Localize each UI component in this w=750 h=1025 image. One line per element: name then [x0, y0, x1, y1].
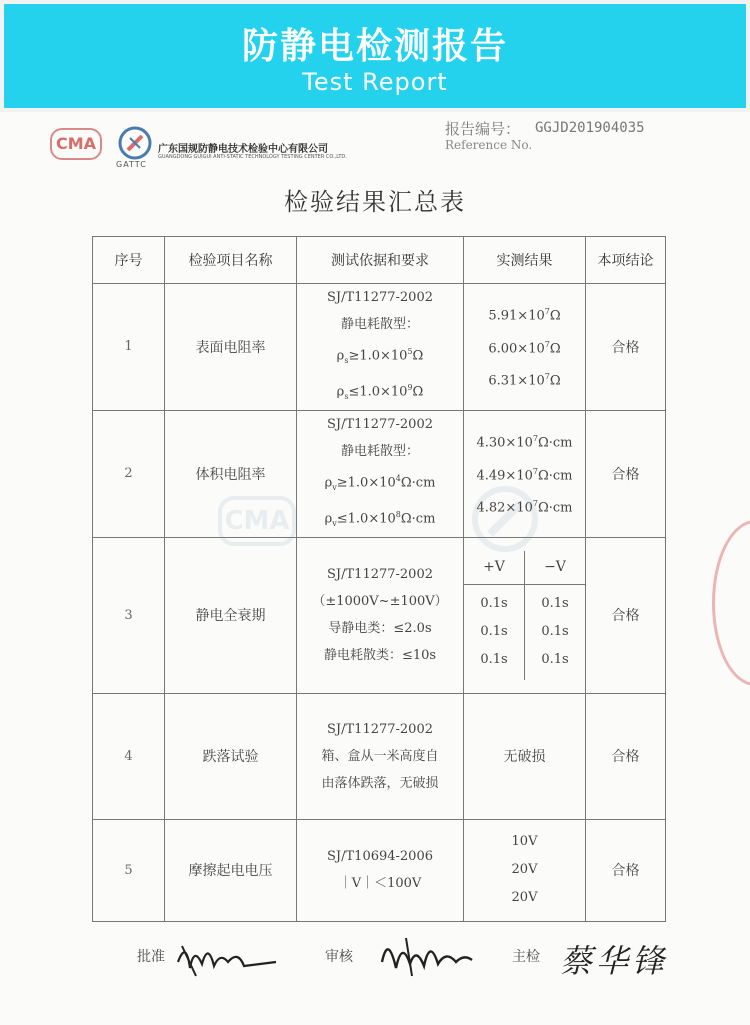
row-item-name: 跌落试验	[165, 693, 297, 819]
row-seq: 2	[93, 410, 165, 537]
table-row	[93, 693, 666, 819]
basis-line: $\rho_s\le 1.0\times 10^9\Omega$	[336, 382, 424, 401]
result-value: $4.49\times 10^7\Omega\cdot cm$	[476, 466, 573, 483]
row-basis	[297, 284, 464, 411]
review-signature	[376, 928, 476, 982]
row-basis	[297, 693, 464, 819]
cma-watermark: CMA	[218, 496, 296, 546]
basis-line: 由落体跌落，无破损	[321, 775, 439, 791]
positive-results	[464, 584, 525, 680]
row-conclusion: 合格	[586, 410, 666, 537]
table-row	[93, 410, 666, 537]
title-banner	[0, 0, 750, 112]
report-no-label: 报告编号：	[445, 120, 521, 138]
basis-line: $\rho_v\le 1.0\times 10^8\Omega\cdot cm$	[324, 509, 436, 528]
table-header-row	[93, 237, 666, 284]
org-name-en: GUANGDONG GUIGUI ANTI-STATIC TECHNOLOGY TESTING CENTER CO.,LTD.	[158, 154, 347, 160]
row-conclusion: 合格	[586, 537, 666, 693]
result-value: $4.30\times 10^7\Omega\cdot cm$	[476, 434, 573, 451]
basis-line: SJ/T11277-2002	[327, 416, 433, 432]
report-no-en: Reference No.	[445, 138, 533, 152]
result-value: 0.1s	[480, 652, 508, 668]
gattc-text: GATTC	[116, 160, 147, 169]
document-title: 检验结果汇总表	[284, 188, 466, 216]
positive-polarity-label: +V	[464, 551, 525, 585]
table-row	[93, 819, 666, 921]
result-value: 0.1s	[480, 596, 508, 612]
header-result: 实测结果	[464, 237, 586, 284]
basis-line: 静电耗散类：≤10s	[323, 648, 437, 664]
basis-line: $\rho_v\ge 1.0\times 10^4\Omega\cdot cm$	[324, 473, 436, 492]
basis-line: SJ/T11277-2002	[327, 721, 433, 737]
header-conclusion: 本项结论	[586, 237, 666, 284]
header-seq: 序号	[93, 237, 165, 284]
row-results	[464, 819, 586, 921]
negative-results	[525, 584, 586, 680]
table-row	[93, 537, 666, 693]
row-seq: 1	[93, 284, 165, 411]
header-basis: 测试依据和要求	[297, 237, 464, 284]
banner-subtitle: Test Report	[302, 68, 448, 96]
row-result: 无破损	[464, 693, 586, 819]
row-item-name: 表面电阻率	[165, 284, 297, 411]
row-results	[464, 284, 586, 411]
table-row	[93, 284, 666, 411]
result-value: 0.1s	[541, 624, 569, 640]
row-basis	[297, 410, 464, 537]
approve-signature	[172, 932, 282, 982]
row-seq: 5	[93, 819, 165, 921]
basis-line: 静电耗散型：	[340, 443, 419, 459]
approve-label: 批准	[137, 949, 165, 965]
result-value: 0.1s	[541, 596, 569, 612]
row-conclusion: 合格	[586, 819, 666, 921]
polarity-table	[464, 551, 585, 680]
result-value: 20V	[511, 862, 538, 878]
result-value: $6.31\times 10^7\Omega$	[488, 372, 561, 389]
row-conclusion: 合格	[586, 284, 666, 411]
banner-title: 防静电检测报告	[241, 26, 508, 67]
basis-line: 导静电类：≤2.0s	[328, 621, 432, 637]
inspector-signature: 蔡华锋	[560, 942, 669, 980]
row-basis	[297, 537, 464, 693]
gattc-logo-icon	[118, 126, 152, 160]
row-item-name: 静电全衰期	[165, 537, 297, 693]
results-table	[92, 236, 666, 922]
result-value: 20V	[511, 890, 538, 906]
cma-logo: CMA	[50, 128, 102, 160]
result-value: $6.00\times 10^7\Omega$	[488, 339, 561, 357]
negative-polarity-label: −V	[525, 551, 586, 585]
header-item-name: 检验项目名称	[165, 237, 297, 284]
basis-line: SJ/T11277-2002	[327, 290, 433, 305]
org-name-cn: 广东国规防静电技术检验中心有限公司	[158, 144, 328, 155]
result-value: 0.1s	[480, 624, 508, 640]
result-value: $5.91\times 10^7\Omega$	[488, 307, 561, 324]
basis-line: 箱、盒从一米高度自	[321, 748, 439, 764]
row-seq: 3	[93, 537, 165, 693]
basis-line: （±1000V~±100V）	[312, 594, 448, 610]
result-value: 10V	[511, 834, 538, 850]
review-label: 审核	[325, 949, 353, 965]
basis-line: $\rho_s\ge 1.0\times 10^5\Omega$	[336, 347, 424, 365]
report-no-value: GGJD201904035	[535, 120, 645, 136]
row-results	[464, 410, 586, 537]
result-value: 0.1s	[541, 652, 569, 668]
row-item-name: 摩擦起电电压	[165, 819, 297, 921]
result-value: $4.82\times 10^7\Omega\cdot cm$	[476, 498, 573, 516]
row-results	[464, 537, 586, 693]
row-item-name: 体积电阻率	[165, 410, 297, 537]
basis-line: ｜V｜＜100V	[338, 876, 422, 892]
row-conclusion: 合格	[586, 693, 666, 819]
basis-line: SJ/T11277-2002	[327, 567, 433, 583]
inspector-label: 主检	[512, 949, 540, 965]
basis-line: 静电耗散型：	[340, 317, 419, 332]
basis-line: SJ/T10694-2006	[327, 849, 433, 865]
row-basis	[297, 819, 464, 921]
row-seq: 4	[93, 693, 165, 819]
